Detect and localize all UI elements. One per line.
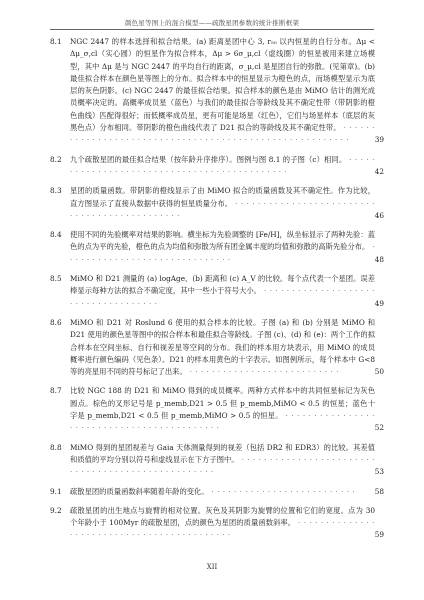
list-of-figures xyxy=(50,36,384,549)
figure-number: 8.7 xyxy=(50,386,62,396)
page-number: 59 xyxy=(374,530,384,540)
figure-caption: MiMO 和 D21 测量的 (a) logAge、(b) 距离和 (c) A_V 的比较。每个点代表一个星团。误差棒显示每种方法的拟合不确定度，其中一些小于符号大小。 xyxy=(70,274,375,296)
toc-entry[interactable]: 9.1 疏散星团的质量函数斜率随着年龄的变化。 · · · · · · · · · · · · · · · · · · · · · · · · · · 58 xyxy=(50,486,375,498)
page-number: 46 xyxy=(374,210,384,220)
toc-entry[interactable]: 8.2 九个疏散星团的最佳拟合结果（按年龄升序排序）。图例与图 8.1 的子图（c）相同。 · · · · · · · · · · · · · · · · · · · · · · · · · · · · · · · · · · · · · · · · · · · · 42 xyxy=(50,154,375,179)
toc-entry[interactable]: 8.1 NGC 2447 的样本选择和拟合结果。(a) 距离星团中心 3, r₅₀ 以内恒星的自行分布。Δμ < Δμ_σ,cl（实心圆）的恒星作为拟合样本，Δμ > 6σ_μ,cl（虚线圈）的恒星被用来建立场模型，其中 Δμ 是与 NGC 2447 的平均自行的距离，σ_μ,cl 是星团自行的弥散。(见第章)。(b) 最佳拟合样本在颜色星等图上的分布。拟合样本中的恒星显示为橙色的点，而场模型显示为底层的灰色阴影。(c) NGC 2447 的最佳拟合结果。拟合样本的颜色是由 MiMO 估计的测光成员概率决定的。高概率成员星（蓝色）与我们的最佳拟合等龄线及其不确定性带（带阴影的橙色曲线）匹配得很好；而低概率成员星，更有可能是场星（红色），它们与场星样本（底层的灰黑色点）分布相同。带阴影的橙色曲线代表了 D21 拟合的等龄线及其不确定性带。 · · · · · · · · · · · · · · · · · · · · · · · · · · · · · · · · · · · · · · · · · · · · · · · · · · · · · · · · 39 xyxy=(50,36,375,147)
figure-caption: 九个疏散星团的最佳拟合结果（按年龄升序排序）。图例与图 8.1 的子图（c）相同。 xyxy=(70,154,347,164)
toc-entry[interactable]: 8.7 比较 NGC 188 的 D21 和 MiMO 得到的成员概率。两种方式样本中的共同恒星标记为灰色圆点。棕色的叉形记号是 p_memb,D21 > 0.5 但 p_memb,MiMO < 0.5 的恒星；蓝色十字是 p_memb,D21 < 0.5 但 p_memb,MiMO > 0.5 的恒星。 · · · · · · · · · · · · · · · · · · · · · · · · · · · · · · · · · · · · · · · · · · · 52 xyxy=(50,385,375,434)
page-number: 48 xyxy=(374,254,384,264)
toc-entry[interactable]: 8.3 星团的质量函数。带阴影的橙线显示了由 MiMO 拟合的质量函数及其不确定性。作为比较，直方图显示了直接从数据中获得的恒星质量分布。 · · · · · · · · · · · · · · · · · · · · · · · · · · · · · · · · · · · · · · · · · · · · · 46 xyxy=(50,185,375,222)
figure-caption: 使用不同的先验概率对结果的影响。横坐标为先验调整的 [Fe/H]，纵坐标显示了两种先验：蓝色的点为平的先验，橙色的点为均值和弥散为所有团金属丰度的均值和弥散的高斯先验分布。 xyxy=(70,230,375,252)
figure-number: 8.2 xyxy=(50,154,62,164)
page-number: 49 xyxy=(374,298,384,308)
toc-entry[interactable]: 8.4 使用不同的先验概率对结果的影响。横坐标为先验调整的 [Fe/H]，纵坐标显示了两种先验：蓝色的点为平的先验，橙色的点为均值和弥散为所有团金属丰度的均值和弥散的高斯先验分布。 · · · · · · · · · · · · · · · · · · · · · · · · · · · · · · 48 xyxy=(50,229,375,266)
figure-number: 8.5 xyxy=(50,274,62,284)
page-number: 52 xyxy=(374,423,384,433)
figure-number: 8.6 xyxy=(50,317,62,327)
page-number: 39 xyxy=(374,135,384,145)
page-number: 58 xyxy=(374,486,384,496)
toc-entry[interactable]: 8.5 MiMO 和 D21 测量的 (a) logAge、(b) 距离和 (c) A_V 的比较。每个点代表一个星团。误差棒显示每种方法的拟合不确定度，其中一些小于符号大小。 · · · · · · · · · · · · · · · · · · · · · · · · · · · · · · · · · · · · 49 xyxy=(50,273,375,310)
figure-caption: MiMO 和 D21 对 Roslund 6 使用的拟合样本的比较。子图 (a) 和 (b) 分别是 MiMO 和 D21 使用的颜色星等图中的拟合样本和最佳拟合等龄线。子图 (c)、(d) 和 (e)：两个工作的拟合样本在空间坐标、自行和视差星等空间的分布。我们的样本用方块表示，用 MiMO 的成员概率进行颜色编码（见色条）。D21 的样本用黄色的十字表示。如图例所示，每个样本中 G<8 等的亮星用不同的符号标记了出来。 xyxy=(70,317,375,377)
page-footer: XII xyxy=(206,563,218,571)
toc-entry[interactable]: 9.2 疏散星团的出生地点与旋臂的相对位置。灰色及其阴影为旋臂的位置和它们的宽度。点为 30 个年龄小于 100Myr 的疏散星团，点的颜色为星团的质量函数斜率。 · · · · · · · · · · · · · · · · · · · · · · · · · · · · · · · · · · · · · · · · · · · 59 xyxy=(50,505,375,542)
figure-caption: 比较 NGC 188 的 D21 和 MiMO 得到的成员概率。两种方式样本中的共同恒星标记为灰色圆点。棕色的叉形记号是 p_memb,D21 > 0.5 但 p_memb,MiMO < 0.5 的恒星；蓝色十字是 p_memb,D21 < 0.5 但 p_memb,MiMO > 0.5 的恒星。 xyxy=(70,386,375,421)
page-number: 50 xyxy=(374,367,384,377)
figure-number: 8.4 xyxy=(50,230,62,240)
figure-caption: 疏散星团的出生地点与旋臂的相对位置。灰色及其阴影为旋臂的位置和它们的宽度。点为 30 个年龄小于 100Myr 的疏散星团，点的颜色为星团的质量函数斜率。 xyxy=(70,505,375,528)
figure-number: 9.2 xyxy=(50,505,62,515)
figure-caption: NGC 2447 的样本选择和拟合结果。(a) 距离星团中心 3, r₅₀ 以内恒星的自行分布。Δμ < Δμ_σ,cl（实心圆）的恒星作为拟合样本，Δμ > 6σ_μ,cl（虚线圈）的恒星被用来建立场模型，其中 Δμ 是与 NGC 2447 的平均自行的距离，σ_μ,cl 是星团自行的弥散。(见第章)。(b) 最佳拟合样本在颜色星等图上的分布。拟合样本中的恒星显示为橙色的点，而场模型显示为底层的灰色阴影。(c) NGC 2447 的最佳拟合结果。拟合样本的颜色是由 MiMO 估计的测光成员概率决定的。高概率成员星（蓝色）与我们的最佳拟合等龄线及其不确定性带（带阴影的橙色曲线）匹配得很好；而低概率成员星，更有可能是场星（红色），它们与场星样本（底层的灰黑色点）分布相同。带阴影的橙色曲线代表了 D21 拟合的等龄线及其不确定性带。 xyxy=(70,37,375,133)
figure-number: 8.8 xyxy=(50,442,62,452)
header-rule xyxy=(50,29,374,30)
figure-number: 8.1 xyxy=(50,37,62,46)
page-number: 53 xyxy=(374,467,384,477)
figure-caption: 疏散星团的质量函数斜率随着年龄的变化。 xyxy=(70,486,209,496)
figure-caption: 星团的质量函数。带阴影的橙线显示了由 MiMO 拟合的质量函数及其不确定性。作为比较，直方图显示了直接从数据中获得的恒星质量分布。 xyxy=(70,186,375,208)
toc-entry[interactable]: 8.6 MiMO 和 D21 对 Roslund 6 使用的拟合样本的比较。子图 (a) 和 (b) 分别是 MiMO 和 D21 使用的颜色星等图中的拟合样本和最佳拟合等龄线。子图 (c)、(d) 和 (e)：两个工作的拟合样本在空间坐标、自行和视差星等空间的分布。我们的样本用方块表示，用 MiMO 的成员概率进行颜色编码（见色条）。D21 的样本用黄色的十字表示。如图例所示，每个样本中 G<8 等的亮星用不同的符号标记了出来。 · · · · · · · · · · · · · · · · · · · · · · · · · · · 50 xyxy=(50,317,375,378)
toc-entry[interactable]: 8.8 MiMO 得到的星团视差与 Gaia 天体测量得到的视差（包括 DR2 和 EDR3）的比较。其差值和质值的平均分别以符号和虚线显示在下方子图中。 · · · · · · · · · · · · · · · · · · · · · · · · · · · · · · · · · · · · · · · · · · · · · · · · · · 53 xyxy=(50,442,375,479)
figure-caption: MiMO 得到的星团视差与 Gaia 天体测量得到的视差（包括 DR2 和 EDR3）的比较。其差值和质值的平均分别以符号和虚线显示在下方子图中。 xyxy=(70,442,375,464)
running-header: 颜色星等图上的混合模型——疏散星团参数的统计推断框架 xyxy=(124,19,300,27)
page-number: 42 xyxy=(374,166,384,176)
figure-number: 9.1 xyxy=(50,486,62,496)
figure-number: 8.3 xyxy=(50,186,62,196)
